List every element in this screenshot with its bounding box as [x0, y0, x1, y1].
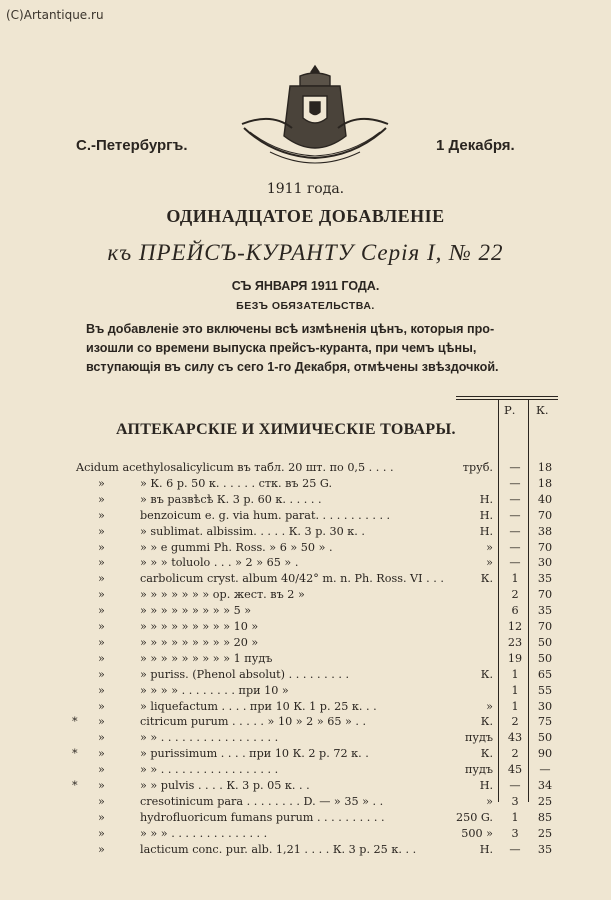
price-rubles: 12 — [507, 620, 523, 633]
ditto-mark: » — [98, 699, 105, 713]
item-unit: 500 » — [461, 826, 493, 840]
table-rule — [456, 396, 558, 397]
item-unit: Н. — [479, 508, 493, 522]
item-description: » » » » . . . . . . . . при 10 » — [140, 683, 289, 697]
item-unit: Н. — [479, 842, 493, 856]
price-kopecks: 70 — [537, 540, 553, 554]
ditto-mark: » — [98, 779, 105, 792]
price-kopecks: 50 — [537, 731, 553, 745]
item-description: » puriss. (Phenol absolut) . . . . . . . . . — [140, 667, 350, 681]
price-kopecks: 40 — [537, 492, 553, 506]
item-description: benzoicum e. g. via hum. parat. . . . . . . . . . . — [140, 508, 391, 522]
item-unit: труб. — [462, 461, 493, 474]
item-description: » К. 6 р. 50 к. . . . . . стк. въ 25 G. — [140, 476, 332, 490]
item-description: Acidum acethylosalicylicum въ табл. 20 шт. по 0,5 . . . . — [76, 461, 394, 474]
copyright-text: (C)Artantique.ru — [6, 8, 104, 22]
item-description: » » » . . . . . . . . . . . . . . — [140, 826, 268, 840]
column-header-kopecks: К. — [536, 403, 549, 417]
price-kopecks: 70 — [537, 588, 553, 602]
price-kopecks: 35 — [537, 572, 553, 586]
item-unit: К. — [480, 715, 493, 729]
ditto-mark: » — [98, 635, 105, 649]
table-row — [0, 588, 611, 603]
table-row — [0, 636, 611, 651]
table-row — [0, 493, 611, 508]
ditto-mark: » — [98, 683, 105, 697]
price-change-star: * — [72, 747, 78, 761]
price-kopecks: 70 — [537, 508, 553, 522]
issue-date: 1 Декабря. — [436, 137, 515, 154]
item-unit: Н. — [479, 524, 493, 538]
effective-date: СЪ ЯНВАРЯ 1911 ГОДА. — [231, 279, 380, 293]
item-description: » » » » » » » ор. жест. въ 2 » — [140, 588, 305, 602]
item-unit: К. — [480, 572, 493, 586]
item-description: » въ развѣсѣ К. 3 р. 60 к. . . . . . — [140, 492, 322, 506]
price-kopecks: 50 — [537, 635, 553, 649]
price-kopecks: 30 — [537, 699, 553, 713]
item-description: » » » » » » » » » 20 » — [140, 635, 259, 649]
price-rubles: 2 — [511, 747, 519, 761]
price-rubles: 6 — [511, 604, 519, 618]
table-row — [0, 763, 611, 778]
table-row — [0, 620, 611, 635]
table-row — [0, 541, 611, 556]
item-description: citricum purum . . . . . » 10 » 2 » 65 » . . — [140, 715, 367, 729]
item-description: » purissimum . . . . при 10 К. 2 р. 72 к. . — [140, 747, 369, 761]
table-row — [0, 509, 611, 524]
intro-line: изошли со времени выпуска прейсъ-куранта, при чемъ цѣны, — [86, 341, 477, 355]
item-description: » » » toluolo . . . » 2 » 65 » . — [140, 556, 299, 570]
price-rubles: — — [509, 524, 521, 538]
item-description: carbolicum cryst. album 40/42° m. n. Ph. Ross. VI . . . — [140, 572, 444, 586]
table-row — [0, 604, 611, 619]
ditto-mark: » — [98, 492, 105, 506]
price-rubles: 1 — [511, 572, 519, 586]
price-rubles: 45 — [507, 763, 523, 777]
no-obligation-note: БЕЗЪ ОБЯЗАТЕЛЬСТВА. — [236, 300, 375, 312]
price-kopecks: 55 — [537, 683, 553, 697]
item-description: » » . . . . . . . . . . . . . . . . . — [140, 731, 279, 745]
item-description: lacticum conc. pur. alb. 1,21 . . . . К. 3 р. 25 к. . . — [140, 842, 417, 856]
issue-year: 1911 года. — [266, 181, 345, 197]
table-row — [0, 652, 611, 667]
table-row — [0, 556, 611, 571]
table-row — [0, 747, 611, 762]
table-row — [0, 525, 611, 540]
item-description: hydrofluoricum fumans purum . . . . . . . . . . — [140, 810, 385, 824]
intro-paragraph — [86, 320, 546, 377]
table-row — [0, 700, 611, 715]
item-unit: пудъ — [464, 731, 493, 745]
ditto-mark: » — [98, 524, 105, 538]
price-kopecks: 35 — [537, 604, 553, 618]
price-kopecks: 75 — [537, 715, 553, 729]
table-row — [0, 572, 611, 587]
item-description: » » » » » » » » » 10 » — [140, 620, 259, 633]
price-kopecks: 18 — [537, 461, 553, 474]
item-unit: Н. — [479, 492, 493, 506]
price-rubles: — — [509, 842, 521, 856]
price-change-star: * — [72, 779, 78, 792]
document-subtitle: къ ПРЕЙСЪ-КУРАНТУ Серія I, № 22 — [107, 240, 504, 265]
item-unit: » — [486, 556, 493, 570]
table-row — [0, 843, 611, 858]
price-kopecks: 38 — [537, 524, 553, 538]
price-rubles: 3 — [511, 794, 519, 808]
ditto-mark: » — [98, 572, 105, 586]
city-name: С.-Петербургъ. — [76, 137, 188, 154]
item-description: » sublimat. albissim. . . . . К. 3 р. 30 к. . — [140, 524, 365, 538]
item-unit: » — [486, 540, 493, 554]
price-kopecks: — — [539, 763, 551, 777]
price-kopecks: 35 — [537, 842, 553, 856]
table-row — [0, 731, 611, 746]
price-rubles: — — [509, 540, 521, 554]
price-kopecks: 25 — [537, 826, 553, 840]
ditto-mark: » — [98, 588, 105, 602]
table-row — [0, 477, 611, 492]
price-kopecks: 34 — [537, 779, 553, 792]
price-rubles: 1 — [511, 667, 519, 681]
item-unit: » — [486, 699, 493, 713]
price-rubles: 23 — [507, 635, 523, 649]
item-unit: » — [486, 794, 493, 808]
price-kopecks: 25 — [537, 794, 553, 808]
ditto-mark: » — [98, 604, 105, 618]
ditto-mark: » — [98, 842, 105, 856]
imperial-coat-of-arms-icon — [240, 62, 390, 177]
price-rubles: 2 — [511, 588, 519, 602]
table-row — [0, 461, 611, 476]
ditto-mark: » — [98, 794, 105, 808]
item-unit: 250 G. — [455, 810, 493, 824]
ditto-mark: » — [98, 620, 105, 633]
price-rubles: 1 — [511, 699, 519, 713]
table-row — [0, 779, 611, 794]
ditto-mark: » — [98, 508, 105, 522]
price-rubles: 19 — [507, 651, 523, 665]
ditto-mark: » — [98, 540, 105, 554]
ditto-mark: » — [98, 747, 105, 761]
table-row — [0, 668, 611, 683]
ditto-mark: » — [98, 810, 105, 824]
table-row — [0, 827, 611, 842]
table-row — [0, 811, 611, 826]
item-description: » » . . . . . . . . . . . . . . . . . — [140, 763, 279, 777]
price-rubles: — — [509, 492, 521, 506]
price-rubles: 43 — [507, 731, 523, 745]
item-description: » » » » » » » » » 5 » — [140, 604, 252, 618]
ditto-mark: » — [98, 667, 105, 681]
price-rubles: 3 — [511, 826, 519, 840]
item-description: » » » » » » » » » 1 пудъ — [140, 651, 273, 665]
item-description: cresotinicum para . . . . . . . . D. — » 35 » . . — [140, 794, 384, 808]
price-rubles: 1 — [511, 683, 519, 697]
price-kopecks: 85 — [537, 810, 553, 824]
ditto-mark: » — [98, 763, 105, 777]
table-row — [0, 795, 611, 810]
ditto-mark: » — [98, 826, 105, 840]
ditto-mark: » — [98, 731, 105, 745]
item-unit: К. — [480, 667, 493, 681]
price-rubles: 2 — [511, 715, 519, 729]
price-kopecks: 90 — [537, 747, 553, 761]
table-rule — [456, 399, 558, 400]
ditto-mark: » — [98, 476, 105, 490]
price-kopecks: 18 — [537, 476, 553, 490]
price-kopecks: 30 — [537, 556, 553, 570]
ditto-mark: » — [98, 651, 105, 665]
item-unit: пудъ — [464, 763, 493, 777]
price-kopecks: 65 — [537, 667, 553, 681]
price-change-star: * — [72, 715, 78, 729]
intro-line: Въ добавленіе это включены всѣ измѣненія цѣнъ, которыя про- — [86, 322, 495, 336]
price-kopecks: 50 — [537, 651, 553, 665]
document-title: ОДИНАДЦАТОЕ ДОБАВЛЕНІЕ — [166, 206, 445, 226]
price-rubles: — — [509, 779, 521, 792]
price-rubles: — — [509, 556, 521, 570]
price-rubles: — — [509, 461, 521, 474]
ditto-mark: » — [98, 715, 105, 729]
ditto-mark: » — [98, 556, 105, 570]
table-row — [0, 715, 611, 730]
item-description: » liquefactum . . . . при 10 К. 1 р. 25 к. . . — [140, 699, 377, 713]
column-header-rubles: Р. — [504, 403, 516, 417]
item-unit: Н. — [479, 779, 493, 792]
item-description: » » e gummi Ph. Ross. » 6 » 50 » . — [140, 540, 333, 554]
section-heading: АПТЕКАРСКІЕ И ХИМИЧЕСКІЕ ТОВАРЫ. — [116, 421, 456, 438]
price-rubles: — — [509, 476, 521, 490]
item-unit: К. — [480, 747, 493, 761]
table-row — [0, 684, 611, 699]
item-description: » » pulvis . . . . К. 3 р. 05 к. . . — [140, 779, 310, 792]
price-rubles: 1 — [511, 810, 519, 824]
intro-line: вступающія въ силу съ сего 1-го Декабря, отмѣчены звѣздочкой. — [86, 360, 499, 374]
price-rubles: — — [509, 508, 521, 522]
price-kopecks: 70 — [537, 620, 553, 633]
